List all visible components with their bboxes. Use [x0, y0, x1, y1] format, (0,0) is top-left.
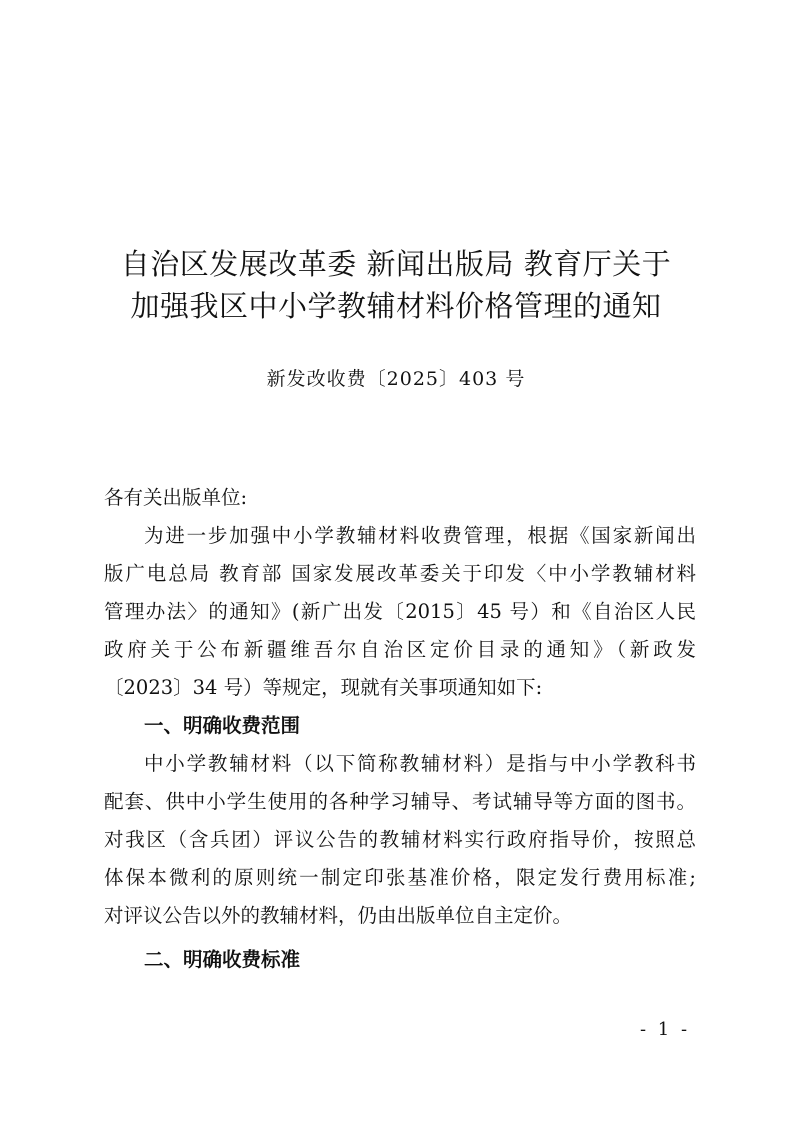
- paragraph-1-line-4: 政府关于公布新疆维吾尔自治区定价目录的通知》（新政发: [104, 638, 696, 661]
- page-number: - 1 -: [640, 1019, 691, 1040]
- paragraph-1-line-3: 管理办法〉的通知》(新广出发〔2015〕45 号）和《自治区人民: [104, 600, 696, 623]
- paragraph-1-line-1: 为进一步加强中小学教辅材料收费管理，根据《国家新闻出: [144, 524, 696, 547]
- section-2-heading: 二、明确收费标准: [144, 948, 301, 971]
- document-title-line-1: 自治区发展改革委 新闻出版局 教育厅关于: [120, 247, 672, 281]
- document-number: 新发改收费〔2025〕403 号: [266, 368, 526, 390]
- paragraph-2-line-4: 体保本微利的原则统一制定印张基准价格，限定发行费用标准;: [104, 866, 696, 889]
- paragraph-1-line-5: 〔2023〕34 号）等规定，现就有关事项通知如下:: [104, 676, 543, 699]
- paragraph-2-line-5: 对评议公告以外的教辅材料，仍由出版单位自主定价。: [104, 904, 573, 927]
- section-1-heading: 一、明确收费范围: [144, 714, 301, 737]
- salutation: 各有关出版单位:: [104, 486, 248, 509]
- paragraph-2-line-3: 对我区（含兵团）评议公告的教辅材料实行政府指导价，按照总: [104, 828, 696, 851]
- document-title-line-2: 加强我区中小学教辅材料价格管理的通知: [130, 289, 662, 323]
- paragraph-1-line-2: 版广电总局 教育部 国家发展改革委关于印发〈中小学教辅材料: [104, 562, 696, 585]
- paragraph-2-line-1: 中小学教辅材料（以下简称教辅材料）是指与中小学教科书: [144, 752, 696, 775]
- paragraph-2-line-2: 配套、供中小学生使用的各种学习辅导、考试辅导等方面的图书。: [104, 790, 696, 813]
